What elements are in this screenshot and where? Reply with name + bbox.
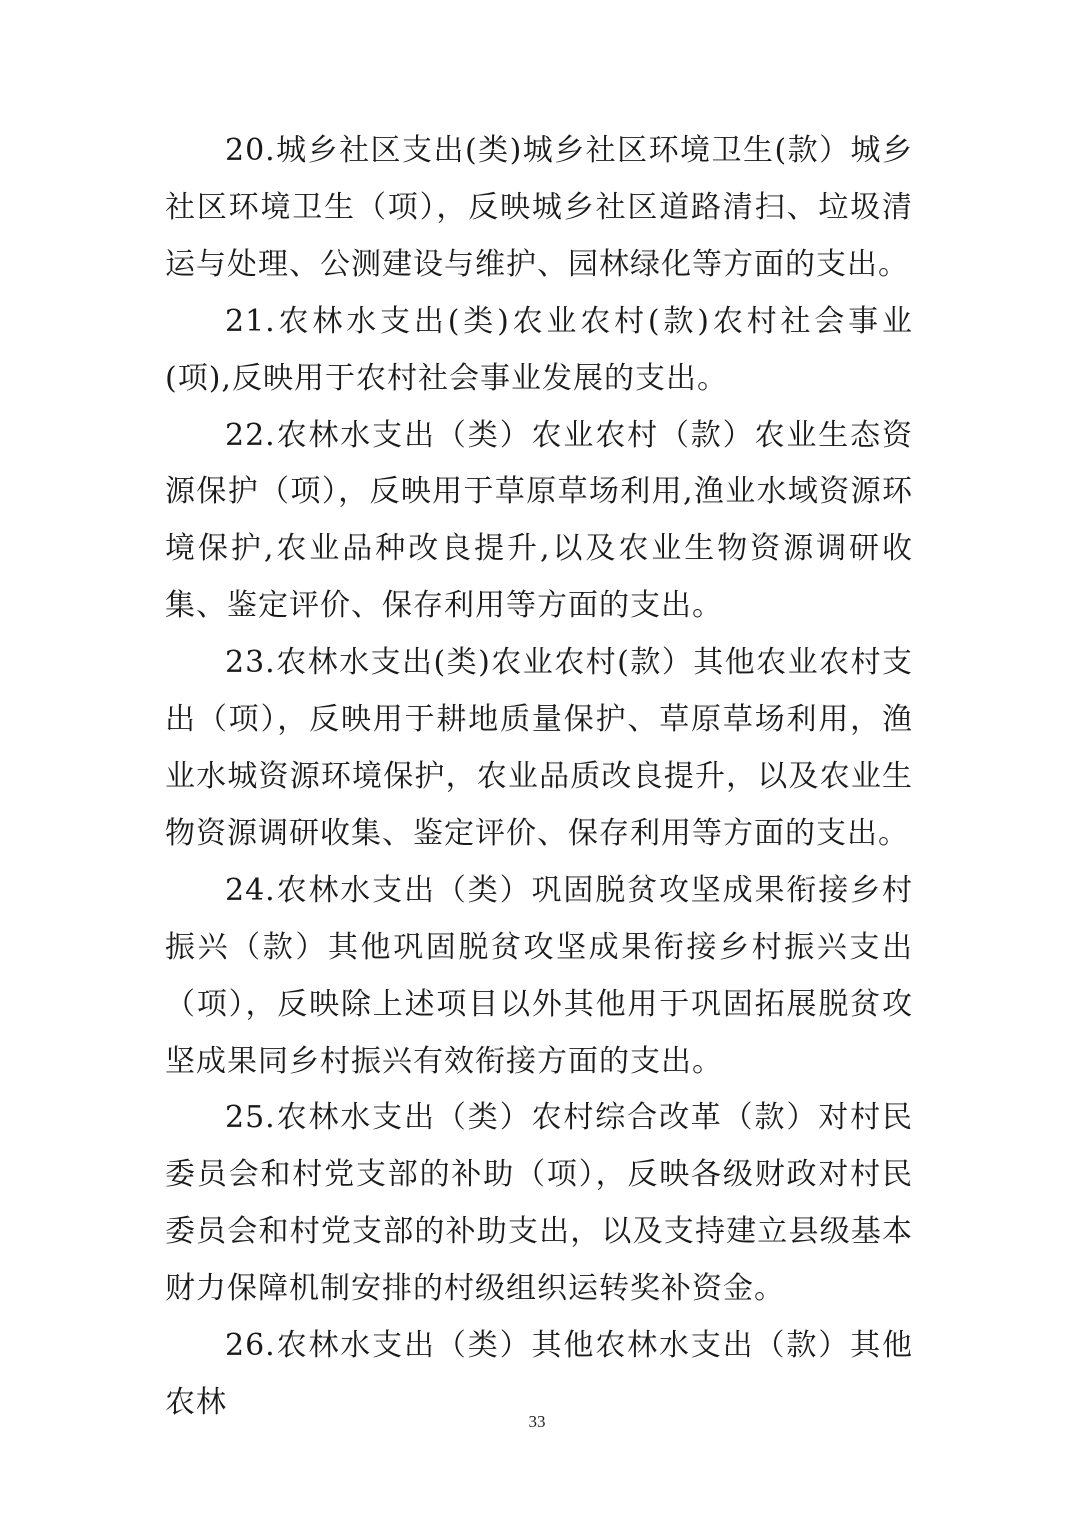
paragraph-item-22: 22.农林水支出（类）农业农村（款）农业生态资源保护（项），反映用于草原草场利用,渔业水域资源环境保护,农业品种改良提升,以及农业生物资源调研收集、鉴定评价、保存利用等方面的支出。 [165,417,913,624]
paragraph-item-23: 23.农林水支出(类)农业农村(款）其他农业农村支出（项），反映用于耕地质量保护、草原草场利用，渔业水城资源环境保护，农业品质改良提升，以及农业生物资源调研收集、鉴定评价、保存利用等方面的支出。 [165,645,913,851]
paragraph-item-21: 21.农林水支出(类)农业农村(款)农村社会事业(项),反映用于农村社会事业发展的支出。 [165,303,913,396]
paragraph-item-20: 20.城乡社区支出(类)城乡社区环境卫生(款）城乡社区环境卫生（项），反映城乡社区道路清扫、垃圾清运与处理、公测建设与维护、园林绿化等方面的支出。 [165,133,913,282]
paragraph-item-26: 26.农林水支出（类）其他农林水支出（款）其他农林 [165,1328,913,1420]
document-body [165,123,913,1432]
paragraph-item-25: 25.农林水支出（类）农村综合改革（款）对村民委员会和村党支部的补助（项），反映各级财政对村民委员会和村党支部的补助支出，以及支持建立县级基本财力保障机制安排的村级组织运转奖补资金。 [165,1100,913,1307]
page-number: 33 [528,1412,546,1431]
paragraph-item-24: 24.农林水支出（类）巩固脱贫攻坚成果衔接乡村振兴（款）其他巩固脱贫攻坚成果衔接乡村振兴支出（项），反映除上述项目以外其他用于巩固拓展脱贫攻坚成果同乡村振兴有效衔接方面的支出。 [165,872,913,1079]
